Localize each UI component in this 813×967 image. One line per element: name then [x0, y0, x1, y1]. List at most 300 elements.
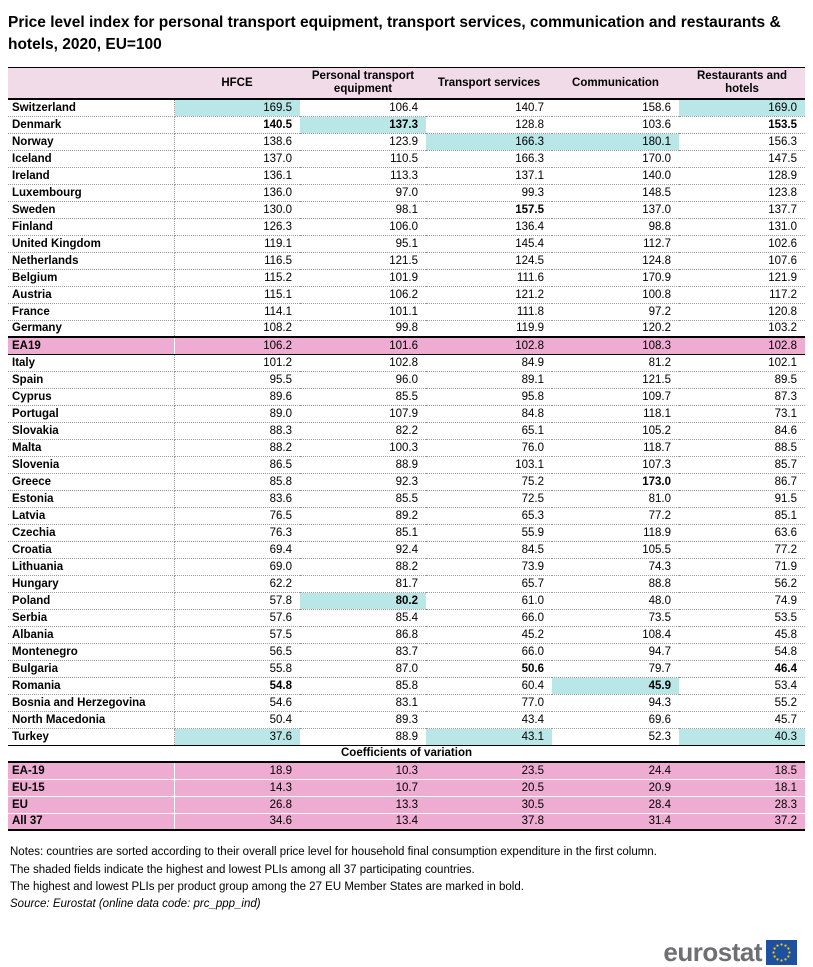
value-cell: 100.3: [300, 439, 426, 456]
row-label: Norway: [8, 133, 174, 150]
value-cell: 37.6: [174, 728, 300, 745]
table-row: [8, 269, 805, 286]
table-row: [8, 405, 805, 422]
value-cell: 77.2: [552, 507, 679, 524]
value-cell: 72.5: [426, 490, 552, 507]
footer: [8, 939, 797, 965]
value-cell: 102.6: [679, 235, 805, 252]
value-cell: 88.3: [174, 422, 300, 439]
value-cell: 14.3: [174, 779, 300, 796]
value-cell: 63.6: [679, 524, 805, 541]
value-cell: 43.1: [426, 728, 552, 745]
row-label: Italy: [8, 354, 174, 371]
coefficients-section-header: [8, 745, 805, 762]
note-line: The shaded fields indicate the highest and lowest PLIs among all 37 participating countries.: [10, 863, 475, 876]
value-cell: 13.4: [300, 813, 426, 830]
value-cell: 124.8: [552, 252, 679, 269]
col-header-country: [8, 67, 174, 99]
value-cell: 128.9: [679, 167, 805, 184]
value-cell: 137.7: [679, 201, 805, 218]
value-cell: 102.8: [679, 337, 805, 354]
value-cell: 119.9: [426, 320, 552, 337]
table-row: [8, 303, 805, 320]
table-row: [8, 694, 805, 711]
value-cell: 45.9: [552, 677, 679, 694]
row-label: Denmark: [8, 116, 174, 133]
value-cell: 30.5: [426, 796, 552, 813]
row-label: North Macedonia: [8, 711, 174, 728]
table-row: [8, 524, 805, 541]
table-row: [8, 320, 805, 337]
row-label: EA19: [8, 337, 174, 354]
value-cell: 158.6: [552, 99, 679, 116]
value-cell: 13.3: [300, 796, 426, 813]
value-cell: 140.0: [552, 167, 679, 184]
value-cell: 105.5: [552, 541, 679, 558]
table-row: [8, 558, 805, 575]
row-label: Montenegro: [8, 643, 174, 660]
eurostat-logo-text: eurostat: [663, 937, 762, 967]
table-row: [8, 116, 805, 133]
value-cell: 85.8: [300, 677, 426, 694]
value-cell: 24.4: [552, 762, 679, 779]
value-cell: 57.5: [174, 626, 300, 643]
value-cell: 102.8: [426, 337, 552, 354]
value-cell: 54.8: [174, 677, 300, 694]
value-cell: 94.7: [552, 643, 679, 660]
coefficient-row: [8, 779, 805, 796]
coefficient-row: [8, 762, 805, 779]
value-cell: 89.1: [426, 371, 552, 388]
value-cell: 86.7: [679, 473, 805, 490]
value-cell: 153.5: [679, 116, 805, 133]
col-header-personal-transport-equipment: Personal transport equipment: [300, 67, 426, 99]
table-row: [8, 388, 805, 405]
row-label: Bulgaria: [8, 660, 174, 677]
row-label: Croatia: [8, 541, 174, 558]
value-cell: 180.1: [552, 133, 679, 150]
table-row: [8, 201, 805, 218]
value-cell: 10.3: [300, 762, 426, 779]
value-cell: 83.1: [300, 694, 426, 711]
table-row: [8, 541, 805, 558]
row-label: Finland: [8, 218, 174, 235]
value-cell: 83.6: [174, 490, 300, 507]
value-cell: 10.7: [300, 779, 426, 796]
value-cell: 94.3: [552, 694, 679, 711]
value-cell: 69.0: [174, 558, 300, 575]
value-cell: 105.2: [552, 422, 679, 439]
value-cell: 103.6: [552, 116, 679, 133]
value-cell: 81.2: [552, 354, 679, 371]
value-cell: 136.1: [174, 167, 300, 184]
value-cell: 112.7: [552, 235, 679, 252]
value-cell: 55.2: [679, 694, 805, 711]
value-cell: 120.8: [679, 303, 805, 320]
table-row: [8, 643, 805, 660]
row-label: Malta: [8, 439, 174, 456]
value-cell: 91.5: [679, 490, 805, 507]
value-cell: 89.2: [300, 507, 426, 524]
value-cell: 65.3: [426, 507, 552, 524]
coefficient-row: [8, 813, 805, 830]
value-cell: 81.0: [552, 490, 679, 507]
source-line: Source: Eurostat (online data code: prc_ppp_ind): [10, 898, 261, 911]
value-cell: 86.8: [300, 626, 426, 643]
value-cell: 85.1: [300, 524, 426, 541]
row-label: Sweden: [8, 201, 174, 218]
value-cell: 88.2: [174, 439, 300, 456]
value-cell: 92.4: [300, 541, 426, 558]
value-cell: 81.7: [300, 575, 426, 592]
value-cell: 156.3: [679, 133, 805, 150]
value-cell: 57.6: [174, 609, 300, 626]
note-line: The highest and lowest PLIs per product group among the 27 EU Member States are marked in bold.: [10, 880, 524, 893]
value-cell: 111.8: [426, 303, 552, 320]
value-cell: 18.1: [679, 779, 805, 796]
row-label: Germany: [8, 320, 174, 337]
table-row: [8, 592, 805, 609]
coefficient-row: [8, 796, 805, 813]
value-cell: 88.8: [552, 575, 679, 592]
value-cell: 80.2: [300, 592, 426, 609]
value-cell: 84.6: [679, 422, 805, 439]
value-cell: 118.1: [552, 405, 679, 422]
value-cell: 106.2: [300, 286, 426, 303]
row-label: Czechia: [8, 524, 174, 541]
row-label: EU-15: [8, 779, 174, 796]
table-row: [8, 728, 805, 745]
country-rows: [8, 99, 805, 745]
value-cell: 108.3: [552, 337, 679, 354]
value-cell: 73.1: [679, 405, 805, 422]
value-cell: 103.1: [426, 456, 552, 473]
value-cell: 52.3: [552, 728, 679, 745]
value-cell: 66.0: [426, 643, 552, 660]
value-cell: 95.5: [174, 371, 300, 388]
value-cell: 103.2: [679, 320, 805, 337]
value-cell: 50.6: [426, 660, 552, 677]
value-cell: 137.0: [174, 150, 300, 167]
row-label: Luxembourg: [8, 184, 174, 201]
value-cell: 89.6: [174, 388, 300, 405]
value-cell: 23.5: [426, 762, 552, 779]
value-cell: 98.1: [300, 201, 426, 218]
table-row: [8, 711, 805, 728]
value-cell: 115.2: [174, 269, 300, 286]
row-label: Netherlands: [8, 252, 174, 269]
row-label: Belgium: [8, 269, 174, 286]
row-label: Slovakia: [8, 422, 174, 439]
row-label: Albania: [8, 626, 174, 643]
table-header: [8, 67, 805, 99]
value-cell: 120.2: [552, 320, 679, 337]
value-cell: 69.4: [174, 541, 300, 558]
table-row: [8, 371, 805, 388]
value-cell: 61.0: [426, 592, 552, 609]
value-cell: 37.2: [679, 813, 805, 830]
value-cell: 123.9: [300, 133, 426, 150]
table-row: [8, 235, 805, 252]
row-label: Turkey: [8, 728, 174, 745]
coefficient-rows: [8, 762, 805, 830]
row-label: Bosnia and Herzegovina: [8, 694, 174, 711]
value-cell: 113.3: [300, 167, 426, 184]
value-cell: 107.9: [300, 405, 426, 422]
value-cell: 45.8: [679, 626, 805, 643]
value-cell: 56.2: [679, 575, 805, 592]
value-cell: 79.7: [552, 660, 679, 677]
value-cell: 99.8: [300, 320, 426, 337]
value-cell: 53.4: [679, 677, 805, 694]
value-cell: 148.5: [552, 184, 679, 201]
price-level-index-table: [8, 67, 805, 832]
value-cell: 138.6: [174, 133, 300, 150]
value-cell: 147.5: [679, 150, 805, 167]
value-cell: 101.6: [300, 337, 426, 354]
table-row: [8, 456, 805, 473]
table-row: [8, 660, 805, 677]
value-cell: 106.2: [174, 337, 300, 354]
value-cell: 73.5: [552, 609, 679, 626]
col-header-transport-services: Transport services: [426, 67, 552, 99]
value-cell: 102.1: [679, 354, 805, 371]
value-cell: 116.5: [174, 252, 300, 269]
value-cell: 57.8: [174, 592, 300, 609]
value-cell: 76.3: [174, 524, 300, 541]
value-cell: 121.5: [552, 371, 679, 388]
value-cell: 31.4: [552, 813, 679, 830]
value-cell: 77.0: [426, 694, 552, 711]
table-row: [8, 473, 805, 490]
value-cell: 45.2: [426, 626, 552, 643]
table-row: [8, 507, 805, 524]
value-cell: 108.4: [552, 626, 679, 643]
value-cell: 28.3: [679, 796, 805, 813]
value-cell: 98.8: [552, 218, 679, 235]
value-cell: 123.8: [679, 184, 805, 201]
table-row: [8, 422, 805, 439]
value-cell: 28.4: [552, 796, 679, 813]
value-cell: 85.5: [300, 388, 426, 405]
value-cell: 107.6: [679, 252, 805, 269]
value-cell: 109.7: [552, 388, 679, 405]
col-header-communication: Communication: [552, 67, 679, 99]
col-header-hfce: HFCE: [174, 67, 300, 99]
value-cell: 92.3: [300, 473, 426, 490]
table-row: [8, 575, 805, 592]
row-label: EU: [8, 796, 174, 813]
value-cell: 101.2: [174, 354, 300, 371]
value-cell: 130.0: [174, 201, 300, 218]
note-line: Notes: countries are sorted according to their overall price level for household final consumption expenditure in the first column.: [10, 846, 657, 859]
row-label: Poland: [8, 592, 174, 609]
value-cell: 65.7: [426, 575, 552, 592]
table-row: [8, 439, 805, 456]
value-cell: 137.3: [300, 116, 426, 133]
value-cell: 65.1: [426, 422, 552, 439]
value-cell: 34.6: [174, 813, 300, 830]
section-title: Coefficients of variation: [8, 745, 805, 762]
value-cell: 54.8: [679, 643, 805, 660]
value-cell: 89.5: [679, 371, 805, 388]
value-cell: 89.3: [300, 711, 426, 728]
value-cell: 169.0: [679, 99, 805, 116]
value-cell: 69.6: [552, 711, 679, 728]
value-cell: 83.7: [300, 643, 426, 660]
value-cell: 74.3: [552, 558, 679, 575]
value-cell: 97.2: [552, 303, 679, 320]
table-row: [8, 677, 805, 694]
value-cell: 106.4: [300, 99, 426, 116]
value-cell: 84.9: [426, 354, 552, 371]
table-row: [8, 99, 805, 116]
row-label: Cyprus: [8, 388, 174, 405]
value-cell: 145.4: [426, 235, 552, 252]
value-cell: 74.9: [679, 592, 805, 609]
value-cell: 85.7: [679, 456, 805, 473]
value-cell: 60.4: [426, 677, 552, 694]
page-title: Price level index for personal transport equipment, transport services, communication and restaurants & hotels, 2020, EU=100: [8, 14, 781, 54]
notes: [10, 844, 805, 913]
value-cell: 85.5: [300, 490, 426, 507]
value-cell: 18.5: [679, 762, 805, 779]
row-label: Slovenia: [8, 456, 174, 473]
value-cell: 102.8: [300, 354, 426, 371]
row-label: All 37: [8, 813, 174, 830]
header-row: [8, 67, 805, 99]
value-cell: 66.0: [426, 609, 552, 626]
value-cell: 117.2: [679, 286, 805, 303]
value-cell: 137.0: [552, 201, 679, 218]
table-row: [8, 252, 805, 269]
value-cell: 111.6: [426, 269, 552, 286]
value-cell: 76.5: [174, 507, 300, 524]
value-cell: 157.5: [426, 201, 552, 218]
row-label: France: [8, 303, 174, 320]
row-label: EA-19: [8, 762, 174, 779]
value-cell: 136.0: [174, 184, 300, 201]
value-cell: 108.2: [174, 320, 300, 337]
row-label: Iceland: [8, 150, 174, 167]
row-label: Hungary: [8, 575, 174, 592]
table-row: [8, 626, 805, 643]
value-cell: 166.3: [426, 133, 552, 150]
value-cell: 100.8: [552, 286, 679, 303]
row-label: Lithuania: [8, 558, 174, 575]
value-cell: 88.5: [679, 439, 805, 456]
value-cell: 115.1: [174, 286, 300, 303]
row-label: Estonia: [8, 490, 174, 507]
value-cell: 101.1: [300, 303, 426, 320]
value-cell: 97.0: [300, 184, 426, 201]
value-cell: 56.5: [174, 643, 300, 660]
value-cell: 110.5: [300, 150, 426, 167]
value-cell: 121.2: [426, 286, 552, 303]
value-cell: 85.8: [174, 473, 300, 490]
value-cell: 118.7: [552, 439, 679, 456]
table-row: [8, 490, 805, 507]
value-cell: 137.1: [426, 167, 552, 184]
value-cell: 71.9: [679, 558, 805, 575]
value-cell: 46.4: [679, 660, 805, 677]
section-header-row: [8, 745, 805, 762]
value-cell: 86.5: [174, 456, 300, 473]
value-cell: 128.8: [426, 116, 552, 133]
value-cell: 20.5: [426, 779, 552, 796]
value-cell: 85.4: [300, 609, 426, 626]
value-cell: 75.2: [426, 473, 552, 490]
table-row: [8, 218, 805, 235]
value-cell: 55.9: [426, 524, 552, 541]
value-cell: 89.0: [174, 405, 300, 422]
col-header-restaurants-hotels: Restaurants and hotels: [679, 67, 805, 99]
value-cell: 84.8: [426, 405, 552, 422]
value-cell: 20.9: [552, 779, 679, 796]
table-row: [8, 150, 805, 167]
value-cell: 118.9: [552, 524, 679, 541]
value-cell: 166.3: [426, 150, 552, 167]
value-cell: 37.8: [426, 813, 552, 830]
value-cell: 77.2: [679, 541, 805, 558]
value-cell: 170.0: [552, 150, 679, 167]
value-cell: 107.3: [552, 456, 679, 473]
value-cell: 140.5: [174, 116, 300, 133]
value-cell: 169.5: [174, 99, 300, 116]
table-row: [8, 354, 805, 371]
value-cell: 170.9: [552, 269, 679, 286]
value-cell: 87.0: [300, 660, 426, 677]
row-label: Switzerland: [8, 99, 174, 116]
row-label: Greece: [8, 473, 174, 490]
value-cell: 95.8: [426, 388, 552, 405]
value-cell: 173.0: [552, 473, 679, 490]
table-row: [8, 609, 805, 626]
value-cell: 121.9: [679, 269, 805, 286]
value-cell: 26.8: [174, 796, 300, 813]
value-cell: 96.0: [300, 371, 426, 388]
row-label: Ireland: [8, 167, 174, 184]
value-cell: 88.9: [300, 728, 426, 745]
aggregate-row: [8, 337, 805, 354]
value-cell: 18.9: [174, 762, 300, 779]
value-cell: 131.0: [679, 218, 805, 235]
value-cell: 124.5: [426, 252, 552, 269]
value-cell: 43.4: [426, 711, 552, 728]
table-row: [8, 184, 805, 201]
value-cell: 76.0: [426, 439, 552, 456]
value-cell: 106.0: [300, 218, 426, 235]
value-cell: 54.6: [174, 694, 300, 711]
row-label: Spain: [8, 371, 174, 388]
row-label: Austria: [8, 286, 174, 303]
value-cell: 99.3: [426, 184, 552, 201]
value-cell: 45.7: [679, 711, 805, 728]
value-cell: 140.7: [426, 99, 552, 116]
value-cell: 119.1: [174, 235, 300, 252]
table-row: [8, 167, 805, 184]
value-cell: 114.1: [174, 303, 300, 320]
value-cell: 101.9: [300, 269, 426, 286]
value-cell: 40.3: [679, 728, 805, 745]
row-label: Romania: [8, 677, 174, 694]
table-row: [8, 286, 805, 303]
row-label: Latvia: [8, 507, 174, 524]
table-row: [8, 133, 805, 150]
value-cell: 82.2: [300, 422, 426, 439]
value-cell: 73.9: [426, 558, 552, 575]
value-cell: 88.9: [300, 456, 426, 473]
